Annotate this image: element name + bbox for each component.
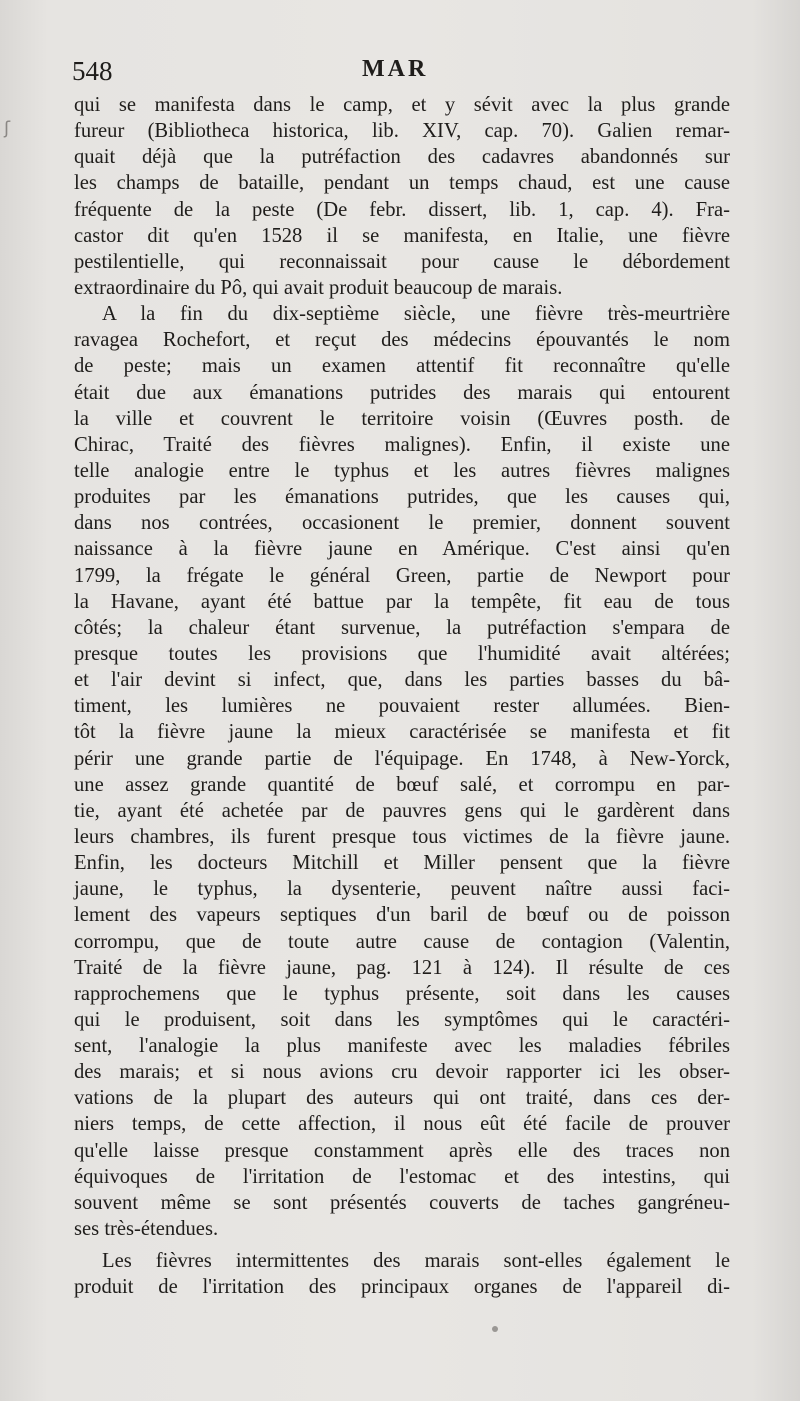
body-text — [74, 92, 730, 1300]
page-number: 548 — [72, 56, 113, 86]
text-line: 1799, la frégate le général Green, partie de Newport pour — [74, 564, 730, 587]
text-line: Chirac, Traité des fièvres malignes). Enfin, il existe une — [74, 433, 730, 456]
text-line: fureur (Bibliotheca historica, lib. XIV, cap. 70). Galien remar- — [74, 120, 730, 143]
text-line: quait déjà que la putréfaction des cadavres abandonnés sur — [74, 146, 730, 169]
text-line: extraordinaire du Pô, qui avait produit beaucoup de marais. — [74, 276, 563, 299]
page-speck — [492, 1326, 498, 1332]
text-line: rapprochemens que le typhus présente, soit dans les causes — [74, 982, 730, 1005]
text-line: qu'elle laisse presque constamment après elle des traces non — [74, 1139, 730, 1162]
text-line: souvent même se sont présentés couverts de taches gangréneu- — [74, 1191, 730, 1214]
text-line: naissance à la fièvre jaune en Amérique. C'est ainsi qu'en — [74, 538, 730, 561]
text-line: telle analogie entre le typhus et les autres fièvres malignes — [74, 459, 730, 482]
text-line: niers temps, de cette affection, il nous eût été facile de prouver — [74, 1113, 730, 1136]
text-line: la ville et couvrent le territoire voisin (Œuvres posth. de — [74, 407, 730, 430]
text-line: la Havane, ayant été battue par la tempête, fit eau de tous — [74, 590, 730, 613]
text-line: timent, les lumières ne pouvaient rester allumées. Bien- — [74, 695, 730, 718]
text-line: tôt la fièvre jaune la mieux caractérisée se manifesta et fit — [74, 721, 730, 744]
text-line: produit de l'irritation des principaux organes de l'appareil di- — [74, 1276, 730, 1299]
text-line: périr une grande partie de l'équipage. En 1748, à New-Yorck, — [74, 747, 730, 770]
text-line: ravagea Rochefort, et reçut des médecins épouvantés le nom — [74, 329, 730, 352]
text-line: qui le produisent, soit dans les symptômes qui le caractéri- — [74, 1008, 730, 1031]
text-line: lement des vapeurs septiques d'un baril de bœuf ou de poisson — [74, 904, 730, 927]
text-line: les champs de bataille, pendant un temps chaud, est une cause — [74, 172, 730, 195]
text-line: et l'air devint si infect, que, dans les parties basses du bâ- — [74, 669, 730, 692]
text-line: côtés; la chaleur étant survenue, la putréfaction s'empara de — [74, 616, 730, 639]
page-header — [72, 56, 732, 92]
text-line: fréquente de la peste (De febr. dissert, lib. 1, cap. 4). Fra- — [74, 198, 730, 221]
text-line: corrompu, que de toute autre cause de contagion (Valentin, — [74, 930, 730, 953]
paragraph-start-line: Les fièvres intermittentes des marais sont-elles également le — [102, 1250, 730, 1273]
text-line: pestilentielle, qui reconnaissait pour cause le débordement — [74, 250, 730, 273]
text-line: qui se manifesta dans le camp, et y sévit avec la plus grande — [74, 94, 730, 116]
text-line: jaune, le typhus, la dysenterie, peuvent naître aussi faci- — [74, 878, 730, 901]
text-line: Enfin, les docteurs Mitchill et Miller pensent que la fièvre — [74, 852, 730, 875]
margin-ink-mark: ʃ — [4, 118, 11, 139]
text-line: était due aux émanations putrides des marais qui entourent — [74, 381, 730, 404]
text-line: des marais; et si nous avions cru devoir rapporter ici les obser- — [74, 1061, 730, 1084]
text-line: de peste; mais un examen attentif fit reconnaître qu'elle — [74, 355, 730, 378]
text-line: leurs chambres, ils furent presque tous victimes de la fièvre jaune. — [74, 825, 730, 848]
text-line: tie, ayant été achetée par de pauvres gens qui le gardèrent dans — [74, 799, 730, 822]
text-line: une assez grande quantité de bœuf salé, et corrompu en par- — [74, 773, 730, 796]
text-line: Traité de la fièvre jaune, pag. 121 à 124). Il résulte de ces — [74, 956, 730, 979]
text-line: vations de la plupart des auteurs qui ont traité, dans ces der- — [74, 1087, 730, 1110]
paragraph-start-line: A la fin du dix-septième siècle, une fièvre très-meurtrière — [102, 303, 730, 326]
text-line: sent, l'analogie la plus manifeste avec les maladies fébriles — [74, 1035, 730, 1058]
text-line: presque toutes les provisions que l'humidité avait altérées; — [74, 642, 730, 665]
text-line: produites par les émanations putrides, que les causes qui, — [74, 486, 730, 509]
text-line: équivoques de l'irritation de l'estomac et des intestins, qui — [74, 1165, 730, 1188]
text-line: dans nos contrées, occasionent le premier, donnent souvent — [74, 512, 730, 535]
running-head: MAR — [362, 56, 429, 82]
text-line: ses très-étendues. — [74, 1218, 219, 1241]
text-line: castor dit qu'en 1528 il se manifesta, en Italie, une fièvre — [74, 224, 730, 247]
